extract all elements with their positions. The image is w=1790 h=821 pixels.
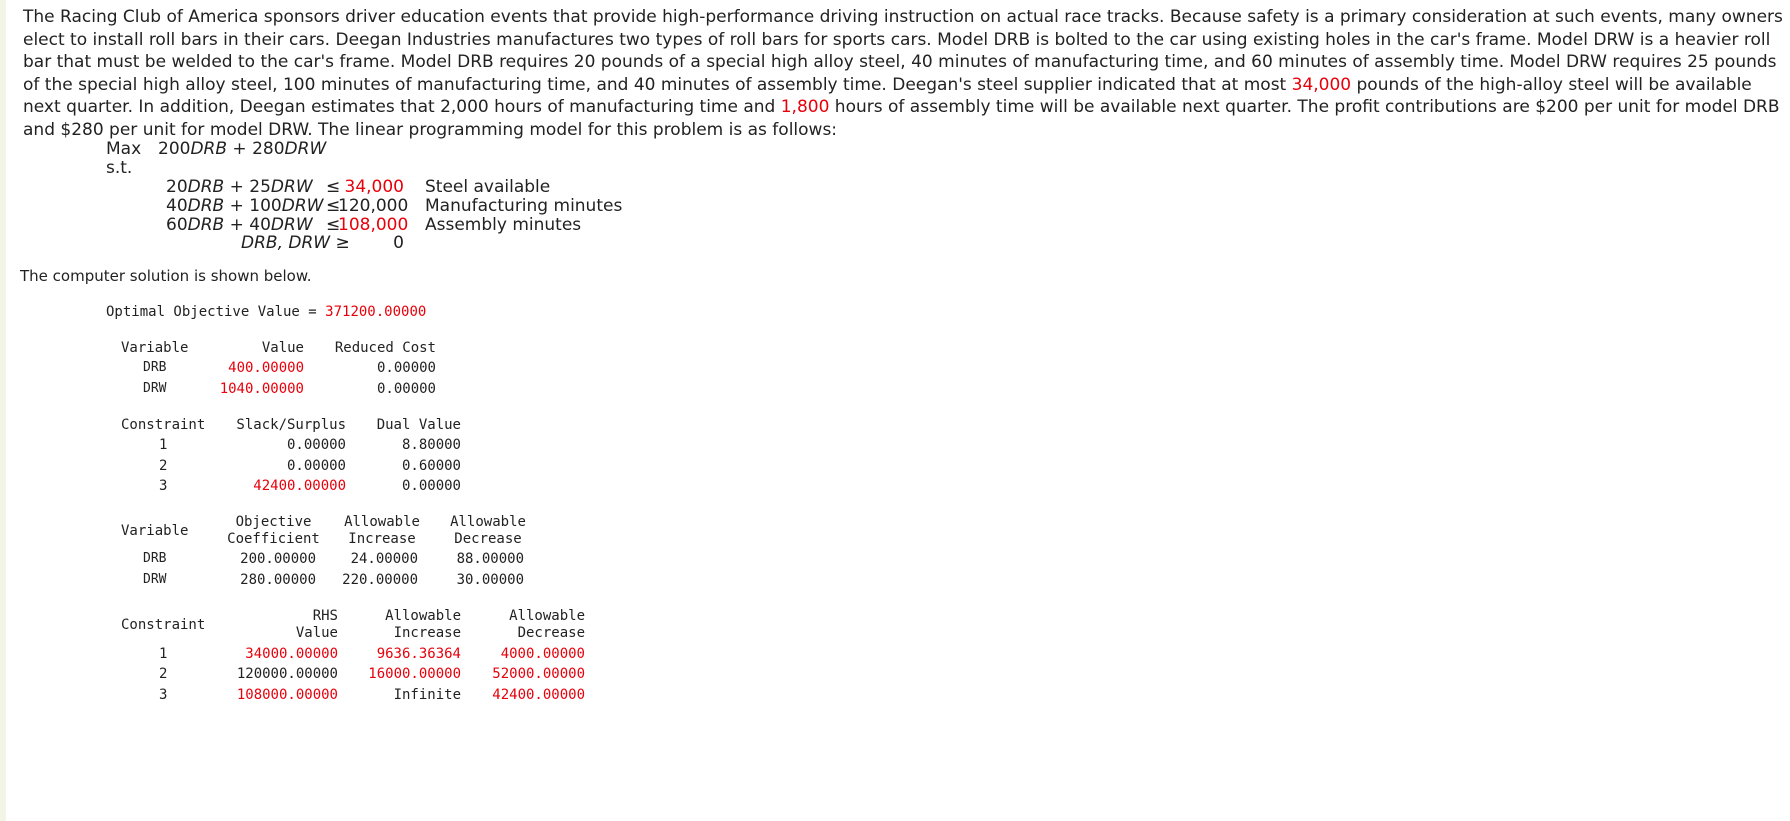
assembly-hours-highlight: 1,800 <box>780 97 830 117</box>
table-row-dual: 0.00000 <box>401 478 461 494</box>
intro-text-1: The Racing Club of America sponsors driver education events that provide high-performance driving instruction on actual race tracks. Because safety is a primary consideration at such events, many owners elect to install roll bars in their cars. Deegan Industries manufactures two types of roll bars for sports cars. Model DRB is bolted to the car using existing holes in the car's frame. Model DRW is a heavier roll bar that must be welded to the car's frame. Model DRB requires 20 pounds of a special high alloy steel, 40 minutes of manufacturing time, and 60 minutes of assembly time. Model DRW requires 25 pounds of the special high alloy steel, 100 minutes of manufacturing time, and 40 minutes of assembly time. Deegan's steel supplier indicated that at most <box>23 7 1783 95</box>
constraint-2-sign: ≤ <box>326 196 341 216</box>
header-constraint: Constraint <box>121 417 206 433</box>
table-row-name: 1 <box>159 437 168 453</box>
constraint-3-rhs: 108,000 <box>338 215 409 235</box>
table-row-increase: 24.00000 <box>350 551 418 567</box>
constraint-1-sign: ≤ <box>326 177 341 197</box>
table-row-increase: 220.00000 <box>342 572 418 588</box>
table-row-rhs: 34000.00000 <box>245 646 338 662</box>
header-value: Value <box>261 340 304 356</box>
header-decrease: Decrease <box>517 625 585 641</box>
header-rhs: RHS <box>312 608 338 624</box>
table-row-name: 1 <box>159 646 168 662</box>
header-allowable-decrease: Allowable <box>509 608 585 624</box>
table-row-coef: 200.00000 <box>240 551 316 567</box>
nonnegativity-vars: DRB, DRW ≥ <box>241 233 350 253</box>
header-objective: Objective <box>235 514 312 530</box>
objective-function: 200DRB + 280DRW <box>158 139 327 159</box>
st-label: s.t. <box>106 158 133 178</box>
header-rhs-value: Value <box>295 625 338 641</box>
header-allowable-decrease: Allowable <box>450 514 526 530</box>
header-dual-value: Dual Value <box>376 417 461 433</box>
header-allowable-increase: Allowable <box>344 514 420 530</box>
constraint-3-lhs: 60DRB + 40DRW <box>166 215 313 235</box>
table-row-rhs: 120000.00000 <box>236 666 338 682</box>
header-variable: Variable <box>121 523 189 539</box>
table-row-name: 3 <box>159 687 168 703</box>
nonnegativity-rhs: 0 <box>393 233 404 253</box>
table-row-decrease: 30.00000 <box>456 572 524 588</box>
table-row-name: DRW <box>143 381 167 396</box>
header-slack-surplus: Slack/Surplus <box>236 417 346 433</box>
constraint-1-rhs: 34,000 <box>344 177 404 197</box>
table-row-decrease: 4000.00000 <box>500 646 585 662</box>
table-row-slack: 42400.00000 <box>253 478 346 494</box>
table-row-value: 400.00000 <box>228 360 304 376</box>
table-row-dual: 8.80000 <box>401 437 461 453</box>
intro-text-2: pounds of the high-alloy steel will be available next quarter. In addition, Deegan estimates that 2,000 hours of manufacturing time and <box>23 74 1752 117</box>
table-row-reduced-cost: 0.00000 <box>376 360 436 376</box>
header-constraint: Constraint <box>121 617 206 633</box>
constraint-1-lhs: 20DRB + 25DRW <box>166 177 313 197</box>
table-row-name: 2 <box>159 666 168 682</box>
max-label: Max <box>106 139 142 159</box>
constraint-1-desc: Steel available <box>425 177 551 197</box>
table-row-rhs: 108000.00000 <box>236 687 338 703</box>
table-row-reduced-cost: 0.00000 <box>376 381 436 397</box>
table-row-slack: 0.00000 <box>286 437 346 453</box>
table-row-decrease: 52000.00000 <box>492 666 585 682</box>
steel-limit-highlight: 34,000 <box>1291 74 1352 95</box>
objective-value-line: Optimal Objective Value = 371200.00000 <box>106 304 427 320</box>
table-row-name: DRW <box>143 572 167 587</box>
constraint-3-sign: ≤ <box>326 215 341 235</box>
table-row-name: 3 <box>159 478 168 494</box>
constraint-3-desc: Assembly minutes <box>425 215 582 235</box>
table-row-value: 1040.00000 <box>219 381 304 397</box>
table-row-increase: Infinite <box>393 687 461 703</box>
intro-text-3: hours of assembly time will be available next quarter. The profit contributions are $200 per unit for model DRB and $280 per unit for model DRW. The linear programming model for this problem is as follows: <box>23 97 1780 140</box>
constraint-2-lhs: 40DRB + 100DRW <box>166 196 324 216</box>
solution-intro: The computer solution is shown below. <box>20 267 312 285</box>
header-variable: Variable <box>121 340 189 356</box>
table-row-dual: 0.60000 <box>401 458 461 474</box>
table-row-name: DRB <box>143 551 167 566</box>
header-reduced-cost: Reduced Cost <box>334 340 436 356</box>
constraint-2-desc: Manufacturing minutes <box>425 196 623 216</box>
header-decrease: Decrease <box>454 531 522 547</box>
table-row-coef: 280.00000 <box>240 572 316 588</box>
header-allowable-increase: Allowable <box>385 608 461 624</box>
table-row-name: DRB <box>143 360 167 375</box>
table-row-name: 2 <box>159 458 168 474</box>
header-coefficient: Coefficient <box>227 531 320 547</box>
header-increase: Increase <box>393 625 461 641</box>
table-row-increase: 16000.00000 <box>368 666 461 682</box>
constraint-2-rhs: 120,000 <box>338 196 409 216</box>
header-increase: Increase <box>348 531 416 547</box>
table-row-increase: 9636.36364 <box>376 646 461 662</box>
table-row-decrease: 42400.00000 <box>492 687 585 703</box>
table-row-decrease: 88.00000 <box>456 551 524 567</box>
problem-statement <box>23 6 1783 141</box>
table-row-slack: 0.00000 <box>286 458 346 474</box>
content-panel <box>6 0 1790 821</box>
